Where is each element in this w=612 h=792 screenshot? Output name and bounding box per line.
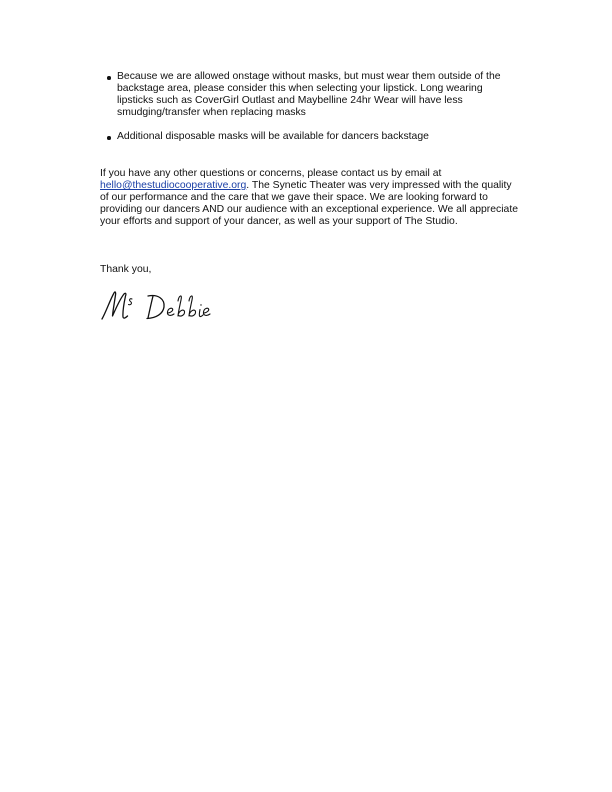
list-item — [100, 71, 520, 119]
closing-line: Thank you, — [100, 264, 152, 275]
bullet-text-lipstick: Because we are allowed onstage without masks, but must wear them outside of the backstage area, please consider this when selecting your lipstick. Long wearing lipsticks such as CoverGirl Outlast and Maybelline 24hr Wear will have less smudging/transfer when replacing masks — [117, 71, 501, 118]
bullet-icon — [107, 136, 111, 140]
contact-paragraph — [100, 168, 520, 228]
signature-image — [98, 286, 228, 326]
email-link[interactable]: hello@thestudiocooperative.org — [100, 180, 247, 191]
bullet-list — [100, 71, 520, 155]
contact-text-intro: If you have any other questions or concerns, please contact us by email at — [100, 168, 442, 179]
bullet-text-masks: Additional disposable masks will be available for dancers backstage — [117, 131, 429, 142]
contact-text-body: . The Synetic Theater was very impressed with the quality of our performance and the care that we gave their space. We are looking forward to providing our dancers AND our audience with an exceptional experience. We all appreciate your efforts and support of your dancer, as well as your support of The Studio. — [100, 180, 518, 227]
bullet-icon — [107, 76, 111, 80]
list-item — [100, 131, 520, 143]
